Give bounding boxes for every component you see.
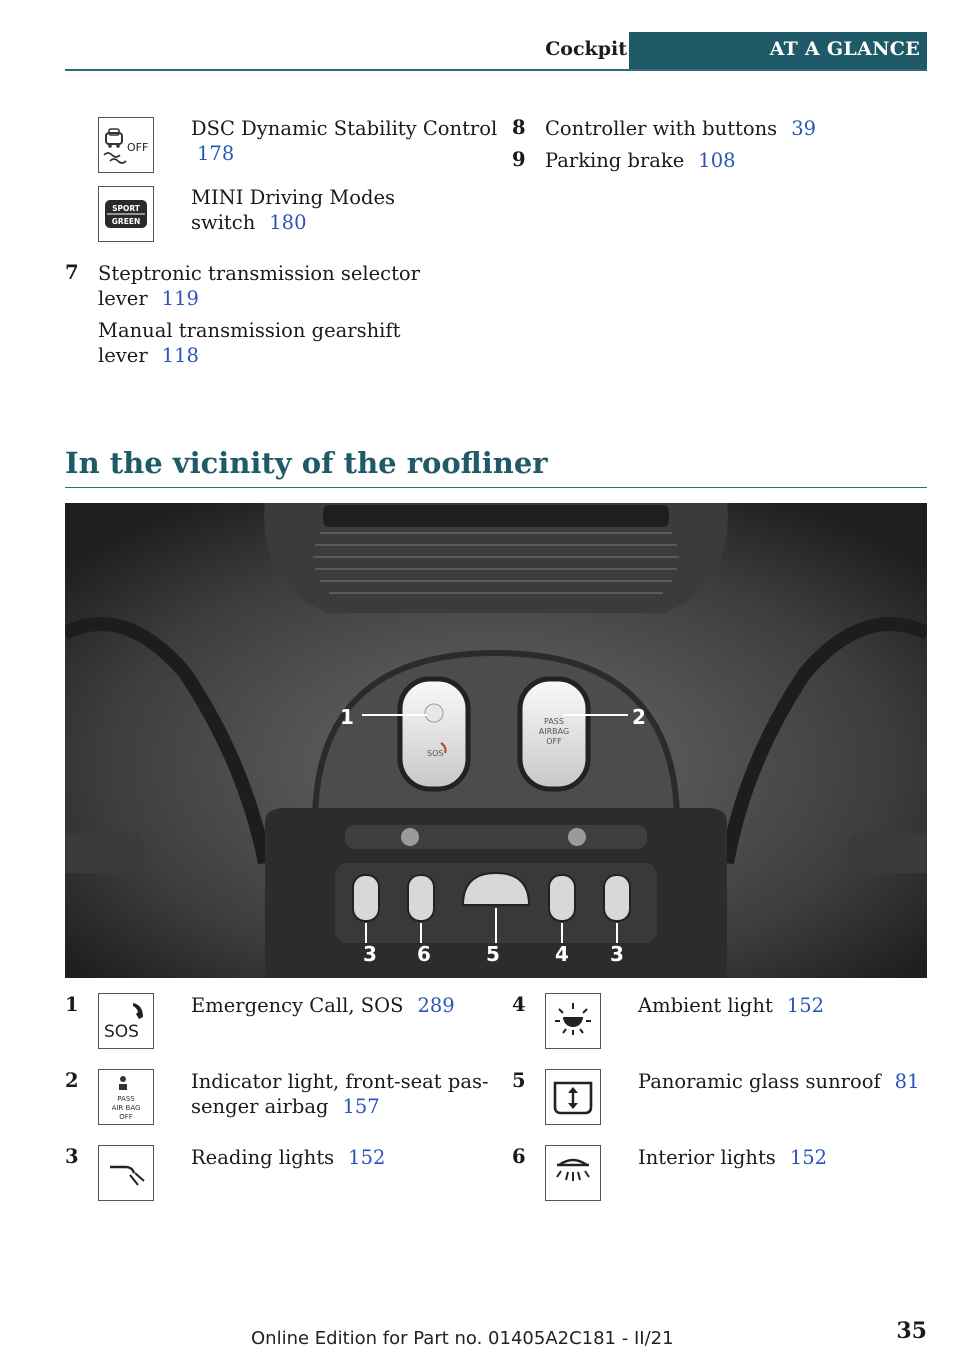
item-number: 6 <box>512 1145 526 1168</box>
item-number: 7 <box>65 261 79 284</box>
svg-text:GREEN: GREEN <box>111 217 141 226</box>
chapter-label: AT A GLANCE <box>629 32 927 69</box>
driving-modes-entry: MINI Driving Modes switch 180 <box>191 186 396 234</box>
sport-green-switch-icon <box>98 186 154 242</box>
roofliner-photo <box>65 503 927 978</box>
item-number: 4 <box>512 993 526 1016</box>
section-rule <box>65 487 927 488</box>
page-ref[interactable]: 152 <box>789 1146 828 1169</box>
steptronic-entry: Steptronic transmission selector lever 119 <box>98 262 420 310</box>
svg-text:1: 1 <box>340 705 354 729</box>
page-ref[interactable]: 119 <box>161 287 199 310</box>
page-ref[interactable]: 157 <box>342 1095 380 1118</box>
item-number: 9 <box>512 148 526 171</box>
emergency-call-entry: Emergency Call, SOS 289 <box>191 994 455 1017</box>
item-number: 5 <box>512 1069 526 1092</box>
airbag-indicator-entry: Indicator light, front-seat pas- senger airbag 157 <box>191 1070 489 1118</box>
page-ref[interactable]: 178 <box>197 142 235 165</box>
svg-text:SOS: SOS <box>104 1022 139 1042</box>
page-ref[interactable]: 108 <box>698 149 736 172</box>
svg-text:AIR BAG: AIR BAG <box>111 1104 141 1112</box>
svg-text:PASS: PASS <box>544 717 564 726</box>
ambient-light-entry: Ambient light 152 <box>638 994 825 1017</box>
item-number: 2 <box>65 1069 79 1092</box>
svg-text:2: 2 <box>632 705 646 729</box>
svg-text:6: 6 <box>417 942 431 966</box>
svg-text:3: 3 <box>610 942 624 966</box>
dsc-off-icon <box>98 117 154 173</box>
interior-lights-entry: Interior lights 152 <box>638 1146 828 1169</box>
svg-text:3: 3 <box>363 942 377 966</box>
svg-text:OFF: OFF <box>127 141 149 154</box>
page-ref[interactable]: 152 <box>786 994 825 1017</box>
passenger-airbag-off-icon <box>98 1069 154 1125</box>
sos-icon <box>98 993 154 1049</box>
dsc-entry: DSC Dynamic Stability Control 178 <box>191 117 498 165</box>
svg-text:PASS: PASS <box>117 1095 135 1103</box>
svg-text:4: 4 <box>555 942 569 966</box>
sunroof-icon <box>545 1069 601 1125</box>
header-rule <box>65 69 927 71</box>
manual-gearshift-entry: Manual transmission gearshift lever 118 <box>98 319 401 367</box>
svg-text:5: 5 <box>486 942 500 966</box>
reading-lights-entry: Reading lights 152 <box>191 1146 386 1169</box>
svg-text:SOS: SOS <box>427 749 444 758</box>
page-ref[interactable]: 118 <box>161 344 199 367</box>
item-number: 1 <box>65 993 79 1016</box>
page-ref[interactable]: 289 <box>417 994 455 1017</box>
sunroof-entry: Panoramic glass sunroof 81 <box>638 1070 920 1093</box>
svg-text:AIRBAG: AIRBAG <box>538 727 570 736</box>
svg-text:OFF: OFF <box>546 737 562 746</box>
page-ref[interactable]: 39 <box>791 117 817 140</box>
page-number: 35 <box>896 1318 927 1344</box>
section-label: Cockpit <box>545 38 627 60</box>
parking-brake-entry: Parking brake 108 <box>545 149 736 172</box>
page-ref[interactable]: 81 <box>894 1070 920 1093</box>
controller-entry: Controller with buttons 39 <box>545 117 817 140</box>
page-ref[interactable]: 152 <box>348 1146 386 1169</box>
page-header <box>65 32 927 71</box>
ambient-light-icon <box>545 993 601 1049</box>
svg-text:OFF: OFF <box>119 1113 133 1121</box>
reading-light-icon <box>98 1145 154 1201</box>
item-number: 8 <box>512 116 526 139</box>
section-title: In the vicinity of the roofliner <box>65 446 548 480</box>
interior-light-icon <box>545 1145 601 1201</box>
item-number: 3 <box>65 1145 79 1168</box>
svg-text:SPORT: SPORT <box>112 204 140 213</box>
page-ref[interactable]: 180 <box>269 211 307 234</box>
edition-footer: Online Edition for Part no. 01405A2C181 - II/21 <box>251 1328 674 1349</box>
